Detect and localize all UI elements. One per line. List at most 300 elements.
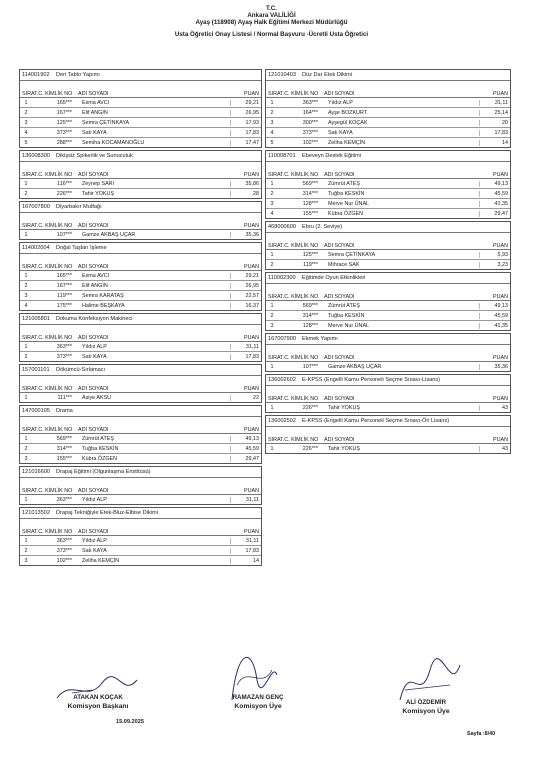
header-puan: PUAN [244,427,259,433]
header-tc: T.C. KİMLİK NO [34,264,73,270]
table-row [20,495,261,504]
row-ad: Zümrüt ATEŞ [328,180,360,187]
course-card [19,150,262,199]
row-sira: 2 [270,109,274,116]
table-row [266,128,510,138]
row-puan: 49,13 [230,436,261,442]
row-puan: 17,93 [230,120,261,126]
course-name: Ebeveyn Destek Eğitimi [302,153,362,159]
header-sira: SIRA [22,172,35,178]
row-ad: Yıldız ALP [82,537,107,544]
course-card [19,69,262,148]
header-sira: SIRA [268,396,281,402]
right-column [265,69,511,456]
header-tc: T.C. KİMLİK NO [34,223,73,229]
row-tc: 119*** [303,261,318,268]
course-code: 121013502 [22,510,50,516]
header-tc: T.C. KİMLİK NO [34,91,73,97]
table-row [20,444,261,454]
signature-1-role: Komisyon Başkanı [67,703,129,710]
course-title [20,202,261,213]
table-header [266,427,510,444]
row-sira: 1 [24,496,28,503]
course-title [20,365,261,376]
row-sira: 5 [24,139,28,146]
row-puan: 31,11 [479,100,510,106]
row-tc: 300*** [302,119,318,126]
row-puan: 41,35 [479,323,510,329]
table-row [20,536,261,546]
header-ad: ADI SOYADI [324,396,355,402]
row-tc: 363*** [56,537,72,544]
table-header [20,417,261,434]
row-tc: 102*** [302,139,318,146]
header-tc: T.C. KİMLİK NO [280,91,319,97]
table-row [266,362,510,371]
row-tc: 373*** [302,129,318,136]
row-puan: 3,23 [479,262,510,268]
row-ad: Yıldız ALP [82,496,107,503]
table-row [20,434,261,444]
header-tc: T.C. KİMLİK NO [280,355,319,361]
course-title [266,70,510,81]
row-ad: Yıldız ALP [82,343,107,350]
course-code: 114001902 [22,72,50,78]
row-sira: 2 [270,312,274,319]
row-sira: 1 [270,404,274,411]
row-sira: 4 [270,210,274,217]
course-code: 167007800 [22,204,50,210]
table-row [266,199,510,209]
header-puan: PUAN [244,223,259,229]
header-ad: ADI SOYADI [324,355,355,361]
row-puan: 17,47 [230,140,261,146]
header-sira: SIRA [268,172,281,178]
row-ad: Esma AVCI [82,99,110,106]
header-tc: T.C. KİMLİK NO [34,335,73,341]
course-title [266,222,510,233]
row-ad: Semiha KOCAMANOĞLU [82,139,145,146]
header-sira: SIRA [22,488,35,494]
row-tc: 128*** [302,322,318,329]
header-puan: PUAN [493,172,508,178]
left-column [19,69,262,568]
row-puan: 17,83 [230,354,261,360]
course-code: 121005801 [22,316,50,322]
row-tc: 363*** [56,496,72,503]
row-puan: 45,59 [230,446,261,452]
course-title [20,406,261,417]
course-card [19,313,262,362]
row-tc: 226*** [302,404,318,411]
header-ad: ADI SOYADI [324,294,355,300]
table-header [266,81,510,98]
header-ad: ADI SOYADI [324,437,355,443]
signature-3-name: ALİ ÖZDEMİR [405,699,447,706]
course-code: 468000600 [268,224,296,230]
course-name: Diyarbakır Mutfağı [56,204,102,210]
row-puan: 20 [479,120,510,126]
table-row [20,281,261,291]
header-tc: T.C. KİMLİK NO [34,427,73,433]
row-puan: 26,95 [230,283,261,289]
row-puan: 35,36 [479,364,510,370]
row-sira: 1 [24,231,28,238]
row-puan: 49,13 [479,181,510,187]
signature-1-name: ATAKAN KOÇAK [73,694,123,701]
course-name: E-KPSS (Engelli Kamu Personeli Seçme Sınavı-Ön Lisans) [302,418,450,424]
row-ad: Satı KAYA [328,129,353,136]
table-row [20,138,261,147]
course-card [265,415,511,454]
table-row [20,271,261,281]
course-code: 167007900 [268,336,296,342]
table-row [266,403,510,412]
row-ad: Semra ÇETİNKAYA [328,251,376,258]
header-ad: ADI SOYADI [324,91,355,97]
row-sira: 2 [24,282,28,289]
table-header [20,519,261,536]
table-header [20,376,261,393]
row-sira: 3 [24,292,28,299]
row-puan: 17,83 [230,548,261,554]
row-ad: Zümrüt ATEŞ [328,302,360,309]
header-tc: T.C. KİMLİK NO [34,529,73,535]
row-puan: 29,21 [230,273,261,279]
course-card [265,221,511,270]
table-row [266,250,510,260]
course-name: Eğitimde Oyun Etkinlikleri [302,275,366,281]
row-sira: 3 [24,557,28,564]
signature-2-role: Komisyon Üye [234,703,282,710]
table-row [266,209,510,218]
row-ad: Tahir YOKUŞ [328,445,360,452]
document-date: 15.09.2025 [116,719,144,725]
row-puan: 29,21 [230,100,261,106]
header-tc: T.C. KİMLİK NO [280,243,319,249]
row-puan: 31,11 [230,538,261,544]
row-tc: 314*** [302,312,318,319]
table-header [20,478,261,495]
row-puan: 35,36 [230,232,261,238]
header-puan: PUAN [493,294,508,300]
course-title [266,273,510,284]
row-puan: 49,13 [479,303,510,309]
row-ad: Kübra ÖZGEN [328,210,364,217]
header-ad: ADI SOYADI [78,529,109,535]
course-name: Doğal Taşları İşleme [56,245,107,251]
row-puan: 43 [479,446,510,452]
table-header [20,213,261,230]
row-ad: Zeliha KEMÇİN [82,557,120,564]
course-code: 110002300 [268,275,296,281]
header-sira: SIRA [268,91,281,97]
header-puan: PUAN [244,264,259,270]
row-puan: 31,11 [230,344,261,350]
course-code: 121016600 [22,469,50,475]
course-name: Deri Tablo Yapımı [56,72,100,78]
row-ad: Zeliha KEMÇİN [328,139,366,146]
row-sira: 3 [24,119,28,126]
row-tc: 226*** [302,445,318,452]
header-puan: PUAN [244,335,259,341]
header-puan: PUAN [493,243,508,249]
header-sira: SIRA [22,223,35,229]
row-ad: Merve Nur ÜNAL [328,322,370,329]
table-row [20,108,261,118]
row-puan: 29,47 [230,456,261,462]
table-row [266,189,510,199]
course-title [20,314,261,325]
course-title [20,243,261,254]
row-tc: 373*** [56,129,72,136]
course-card [265,150,511,219]
course-name: Ebru (2. Seviye) [302,224,343,230]
row-ad: Satı KAYA [82,353,107,360]
row-puan: 43 [479,405,510,411]
row-ad: Tuğba KESKİN [328,312,365,319]
course-name: Düz Dar Etek Dikimi [302,72,353,78]
row-sira: 2 [24,190,28,197]
row-sira: 1 [24,180,28,187]
course-title [20,508,261,519]
row-ad: Gamze AKBAŞ UÇAR [82,231,136,238]
row-sira: 4 [24,129,28,136]
row-ad: Tuğba KESKİN [82,445,119,452]
course-code: 136002602 [268,377,296,383]
row-puan: 29,47 [479,211,510,217]
row-tc: 363*** [302,99,318,106]
table-header [20,254,261,271]
row-sira: 3 [270,119,274,126]
row-tc: 107*** [302,363,318,370]
table-row [20,301,261,310]
course-title [266,375,510,386]
table-row [20,189,261,198]
row-sira: 1 [270,445,274,452]
course-card [265,69,511,148]
row-sira: 1 [270,99,274,106]
row-ad: Tahir YOKUŞ [328,404,360,411]
row-puan: 41,35 [479,201,510,207]
table-row [266,118,510,128]
row-sira: 2 [270,261,274,268]
row-tc: 165*** [56,272,72,279]
row-tc: 569*** [56,435,72,442]
row-sira: 4 [270,129,274,136]
row-ad: Kübra ÖZGEN [82,455,118,462]
table-header [266,284,510,301]
signature-1-image [52,668,142,708]
row-sira: 3 [270,322,274,329]
row-tc: 314*** [56,445,72,452]
header-ad: ADI SOYADI [78,91,109,97]
row-sira: 3 [270,200,274,207]
header-puan: PUAN [244,91,259,97]
row-ad: Merve Nur ÜNAL [328,200,370,207]
row-tc: 125*** [302,251,318,258]
row-tc: 288*** [56,139,72,146]
header-ad: ADI SOYADI [78,264,109,270]
header-ad: ADI SOYADI [78,386,109,392]
header-sira: SIRA [268,243,281,249]
row-ad: Satı KAYA [82,129,107,136]
row-ad: Esma AVCI [82,272,110,279]
course-name: Ekmek Yapımı [302,336,338,342]
row-sira: 1 [24,272,28,279]
header-sira: SIRA [268,294,281,300]
row-tc: 569*** [302,180,318,187]
course-name: Dokuma Konfeksiyon Makineci [56,316,133,322]
row-tc: 111*** [57,394,72,401]
row-sira: 2 [270,190,274,197]
row-sira: 2 [24,109,28,116]
course-code: 121010403 [268,72,296,78]
header-sira: SIRA [268,355,281,361]
header-tc: T.C. KİMLİK NO [280,396,319,402]
row-tc: 373*** [56,353,72,360]
row-tc: 167*** [56,282,72,289]
table-row [20,454,261,463]
header-tc: T.C. KİMLİK NO [34,172,73,178]
row-ad: Mihrace SAK [328,261,360,268]
row-tc: 167*** [56,109,72,116]
row-ad: Semra KARATAŞ [82,292,124,299]
header-ad: ADI SOYADI [324,243,355,249]
header-valilik: Ankara VALİLİĞİ [247,12,296,19]
row-ad: Semra ÇETİNKAYA [82,119,130,126]
course-name: Drapaj Tekniğiyle Etek-Bluz-Elbise Dikimi [56,510,158,516]
header-tc: T.C. KİMLİK NO [34,488,73,494]
course-title [266,334,510,345]
table-row [266,138,510,147]
course-code: 157001101 [22,367,50,373]
course-code: 110008701 [268,153,296,159]
header-ad: ADI SOYADI [78,427,109,433]
row-ad: Gamze AKBAŞ UÇAR [328,363,382,370]
table-row [266,321,510,330]
table-row [266,311,510,321]
table-row [20,291,261,301]
course-card [19,507,262,566]
header-ad: ADI SOYADI [324,172,355,178]
row-tc: 102*** [56,557,72,564]
row-ad: Satı KAYA [82,547,107,554]
header-puan: PUAN [244,488,259,494]
course-card [19,466,262,505]
course-title [20,467,261,478]
row-sira: 1 [270,302,274,309]
header-puan: PUAN [493,396,508,402]
header-sira: SIRA [22,264,35,270]
table-row [266,98,510,108]
row-puan: 14 [479,140,510,146]
table-row [266,301,510,311]
header-puan: PUAN [244,529,259,535]
course-name: Dökümcü-Sırlamacı [56,367,106,373]
header-puan: PUAN [244,386,259,392]
header-list-title: Usta Öğretici Onay Listesi / Normal Başvuru -Ücretli Usta Öğretici [174,31,369,38]
row-tc: 116*** [57,180,72,187]
course-name: Dikişsiz Spikerlik ve Sunuculuk [56,153,133,159]
header-puan: PUAN [244,172,259,178]
row-puan: 22,57 [230,293,261,299]
course-card [19,405,262,464]
header-ad: ADI SOYADI [78,223,109,229]
table-row [20,230,261,239]
row-sira: 1 [24,394,28,401]
course-code: 114002004 [22,245,50,251]
table-row [20,393,261,402]
row-puan: 16,37 [230,303,261,309]
header-institution: Ayaş (118908) Ayaş Halk Eğitimi Merkezi Müdürlüğü [195,19,348,26]
row-puan: 5,93 [479,252,510,258]
row-sira: 2 [24,445,28,452]
row-tc: 175*** [56,302,72,309]
table-header [20,162,261,179]
row-puan: 35,86 [230,181,261,187]
row-ad: Tahir YOKUŞ [82,190,114,197]
table-row [20,118,261,128]
table-row [20,128,261,138]
row-puan: 45,59 [479,313,510,319]
course-title [20,151,261,162]
row-puan: 25,14 [479,110,510,116]
row-sira: 1 [24,343,28,350]
row-sira: 1 [270,180,274,187]
table-row [20,342,261,352]
course-card [19,364,262,403]
header-tc: T.C. KİMLİK NO [280,437,319,443]
row-tc: 107*** [56,231,72,238]
row-sira: 3 [24,455,28,462]
row-ad: Zümrüt ATEŞ [82,435,114,442]
row-ad: Yıldız ALP [328,99,353,106]
row-tc: 569*** [302,302,318,309]
header-sira: SIRA [22,91,35,97]
table-header [266,345,510,362]
row-tc: 226*** [56,190,72,197]
row-puan: 14 [230,558,261,564]
table-header [266,233,510,250]
table-header [266,386,510,403]
row-tc: 155*** [56,455,72,462]
row-tc: 119*** [57,292,72,299]
row-ad: Ayşe BOZKURT [328,109,368,116]
table-row [20,179,261,189]
row-sira: 2 [24,353,28,360]
header-tc: T.C. [266,5,277,12]
row-sira: 1 [24,537,28,544]
header-tc: T.C. KİMLİK NO [280,294,319,300]
row-sira: 5 [270,139,274,146]
course-card [19,242,262,311]
row-ad: Halime BEŞKAYA [82,302,125,309]
table-row [20,556,261,565]
row-sira: 1 [270,251,274,258]
course-card [265,333,511,372]
row-tc: 314*** [302,190,318,197]
row-puan: 31,11 [230,497,261,503]
header-sira: SIRA [22,427,35,433]
header-puan: PUAN [493,91,508,97]
table-header [20,81,261,98]
course-title [266,416,510,427]
table-header [266,162,510,179]
course-name: Drapaj Eğitimi (Olgunlaşma Enstitüsü) [56,469,151,475]
row-tc: 165*** [56,99,72,106]
row-sira: 2 [24,547,28,554]
